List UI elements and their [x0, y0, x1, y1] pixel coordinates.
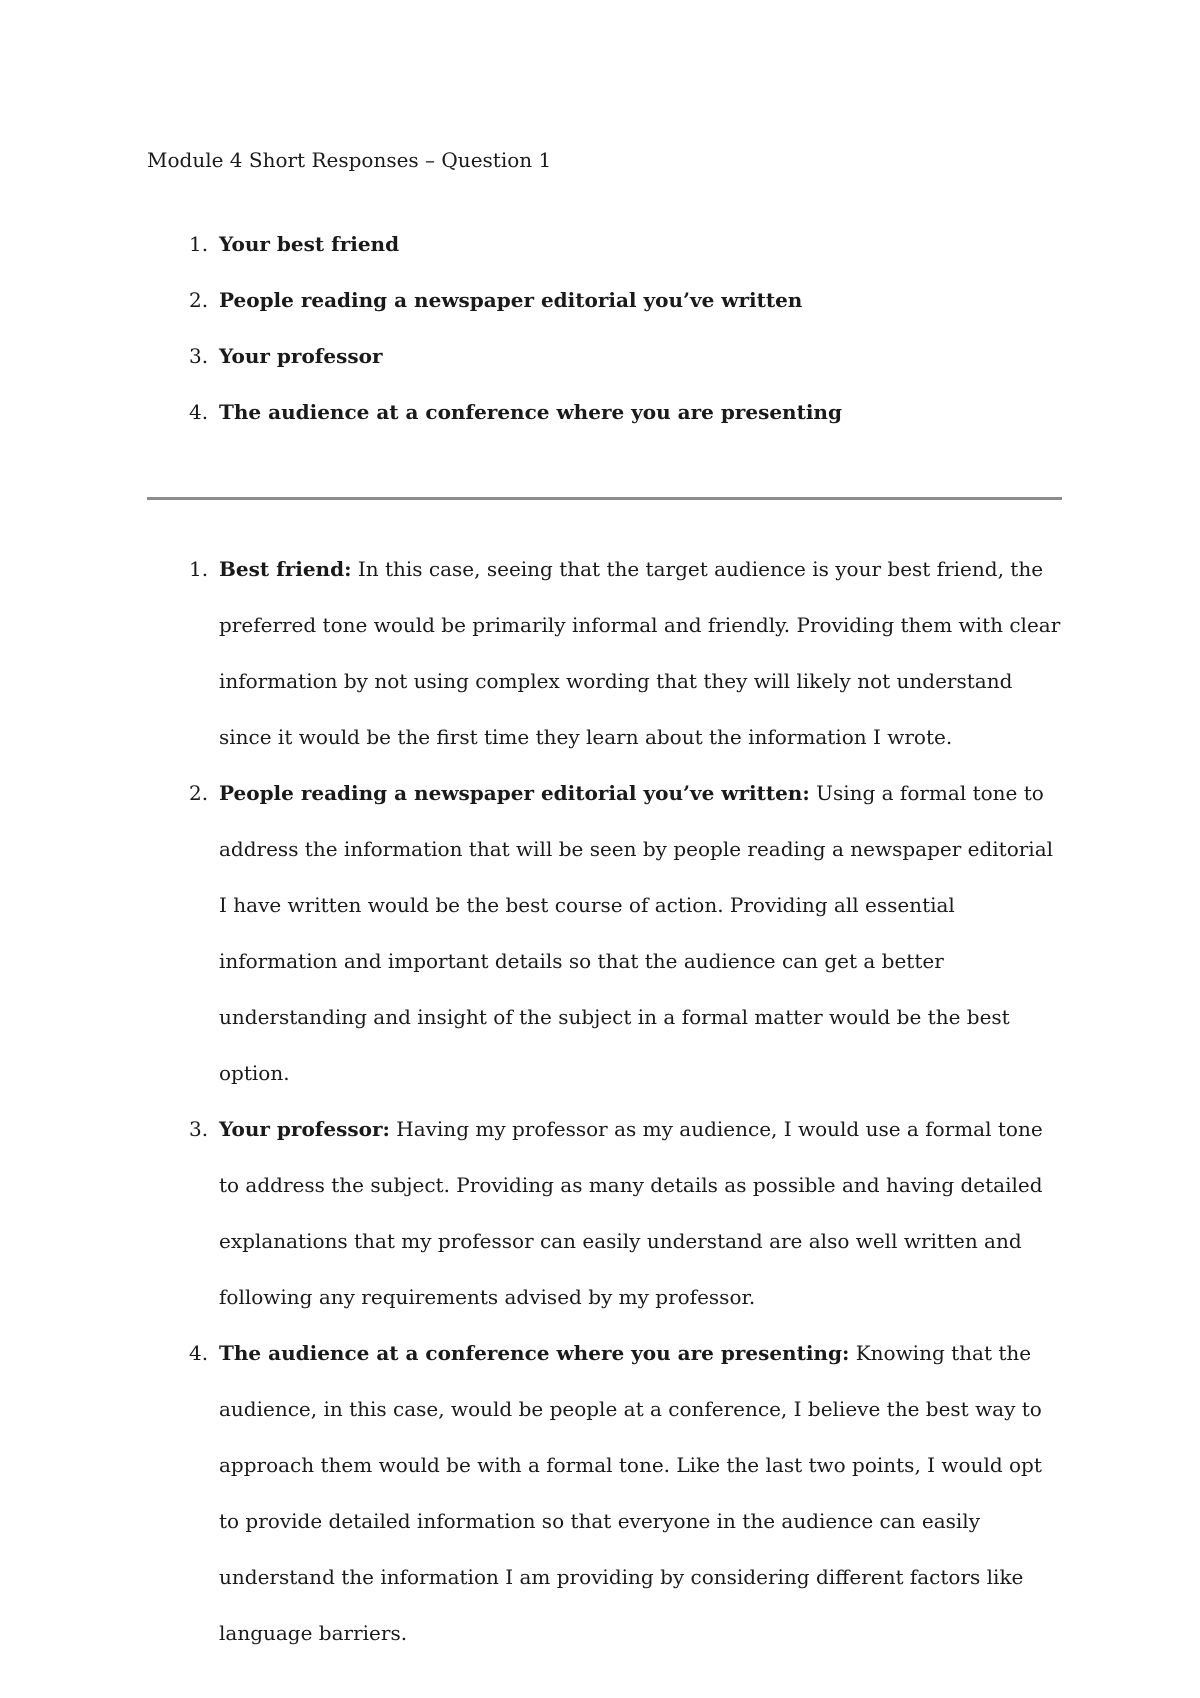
- answer-item: [147, 1325, 1067, 1661]
- answer-body: Knowing that the audience, in this case, would be people at a conference, I believe the best way to approach them would be with a formal tone. Like the last two points, I would opt to provide detailed information so that everyone in the audience can easily understand the information I am providing by considering different factors like language barriers.: [219, 1341, 1042, 1645]
- question-item: [147, 230, 1067, 258]
- question-list: [147, 230, 1067, 454]
- answer-item: [147, 541, 1067, 765]
- question-item: [147, 398, 1067, 426]
- list-number: 3.: [189, 344, 209, 368]
- question-text: The audience at a conference where you are presenting: [219, 400, 842, 424]
- answer-body: In this case, seeing that the target audience is your best friend, the preferred tone would be primarily informal and friendly. Providing them with clear information by not using complex wording that they will likely not understand since it would be the first time they learn about the information I wrote.: [219, 557, 1061, 749]
- answer-heading: Your professor:: [219, 1117, 390, 1141]
- question-item: [147, 286, 1067, 314]
- list-number: 2.: [189, 288, 209, 312]
- document-title: Module 4 Short Responses – Question 1: [147, 148, 552, 172]
- question-text: People reading a newspaper editorial you’ve written: [219, 288, 803, 312]
- answer-body: Using a formal tone to address the information that will be seen by people reading a newspaper editorial I have written would be the best course of action. Providing all essential information and important details so that the audience can get a better understanding and insight of the subject in a formal matter would be the best option.: [219, 781, 1054, 1085]
- section-divider: [147, 497, 1062, 500]
- list-number: 1.: [189, 232, 209, 256]
- answer-item: [147, 765, 1067, 1101]
- list-number: 3.: [189, 1117, 209, 1141]
- question-item: [147, 342, 1067, 370]
- question-text: Your professor: [219, 344, 383, 368]
- answer-heading: The audience at a conference where you are presenting:: [219, 1341, 850, 1365]
- answer-list: [147, 541, 1067, 1661]
- list-number: 4.: [189, 400, 209, 424]
- list-number: 1.: [189, 557, 209, 581]
- list-number: 4.: [189, 1341, 209, 1365]
- answer-heading: People reading a newspaper editorial you’ve written:: [219, 781, 810, 805]
- answer-item: [147, 1101, 1067, 1325]
- question-text: Your best friend: [219, 232, 400, 256]
- answer-body: Having my professor as my audience, I would use a formal tone to address the subject. Providing as many details as possible and having detailed explanations that my professor can easily understand are also well written and following any requirements advised by my professor.: [219, 1117, 1043, 1309]
- list-number: 2.: [189, 781, 209, 805]
- answer-heading: Best friend:: [219, 557, 352, 581]
